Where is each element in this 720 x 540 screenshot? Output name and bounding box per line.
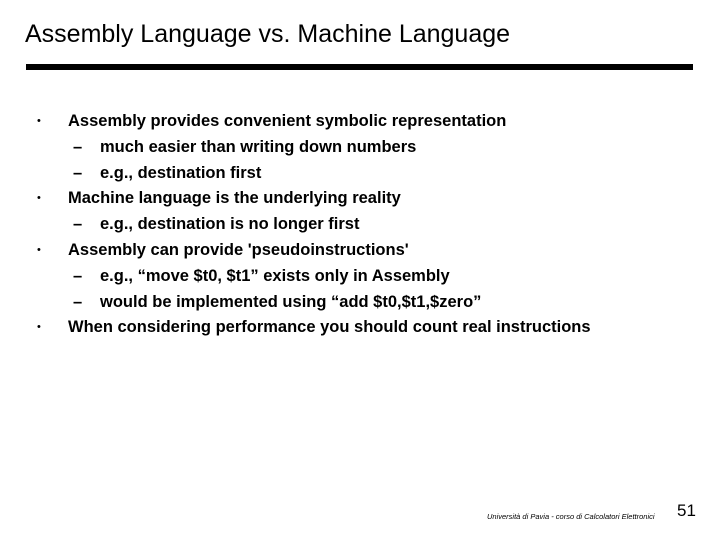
sub-bullet-item [0, 290, 720, 316]
sub-bullet-item [0, 264, 720, 290]
bullet-list [0, 109, 720, 341]
bullet-item [0, 109, 720, 135]
dash-marker: – [73, 163, 83, 182]
dash-marker: – [73, 292, 83, 311]
sub-bullet-text: much easier than writing down numbers [100, 137, 417, 156]
dash-marker: – [73, 266, 83, 285]
dash-marker: – [73, 215, 83, 234]
bullet-marker: • [37, 115, 41, 127]
footer-text: Università di Pavia - corso di Calcolatori Elettronici [487, 512, 655, 521]
sub-bullet-text: e.g., destination first [100, 163, 262, 182]
sub-bullet-text: e.g., “move $t0, $t1” exists only in Assembly [100, 266, 450, 285]
bullet-text: Assembly provides convenient symbolic representation [68, 112, 507, 130]
bullet-marker: • [37, 321, 41, 334]
bullet-item [0, 238, 720, 264]
sub-bullet-text: e.g., destination is no longer first [100, 215, 360, 234]
bullet-marker: • [37, 192, 41, 205]
sub-bullet-item [0, 161, 720, 187]
sub-bullet-text: would be implemented using “add $t0,$t1,$zero” [100, 292, 482, 311]
slide-title: Assembly Language vs. Machine Language [25, 20, 511, 48]
bullet-text: When considering performance you should count real instructions [68, 318, 591, 337]
bullet-marker: • [37, 243, 41, 256]
bullet-item [0, 186, 720, 212]
bullet-text: Assembly can provide 'pseudoinstructions' [68, 240, 409, 259]
bullet-text: Machine language is the underlying reality [68, 189, 401, 208]
page-number: 51 [677, 501, 696, 520]
sub-bullet-item [0, 135, 720, 161]
dash-marker: – [73, 137, 83, 156]
sub-bullet-item [0, 212, 720, 238]
title-underline [26, 64, 693, 70]
bullet-item [0, 315, 720, 341]
